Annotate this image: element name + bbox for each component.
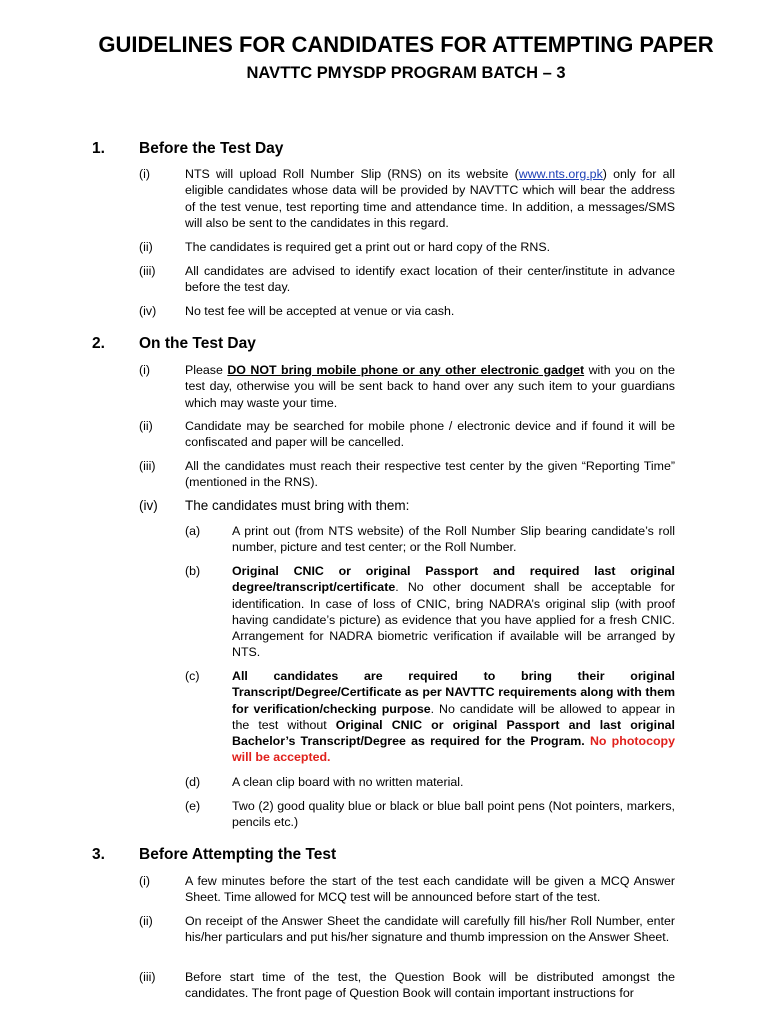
item-label: (i) — [139, 874, 151, 888]
item-label: (iv) — [139, 304, 157, 318]
gadget-warning: DO NOT bring mobile phone or any other electronic gadget — [227, 363, 585, 377]
item-label: (ii) — [139, 419, 153, 433]
item-label: (iv) — [139, 498, 158, 513]
item-label: (ii) — [139, 914, 153, 928]
item-label: (b) — [185, 564, 201, 578]
section-title: Before Attempting the Test — [139, 846, 337, 863]
item-label: (d) — [185, 775, 201, 789]
item-text: Before start time of the test, the Question Book will be distributed amongst the candidates. The front page of Question Book will contain important instructions for — [185, 970, 675, 1001]
section-number: 1. — [92, 140, 105, 157]
item-text: A print out (from NTS website) of the Roll Number Slip bearing candidate’s roll number, picture and test center; or the Roll Number. — [232, 524, 675, 555]
document-subtitle: NAVTTC PMYSDP PROGRAM BATCH – 3 — [246, 64, 566, 82]
item-label: (iii) — [139, 970, 156, 984]
item-label: (i) — [139, 167, 151, 181]
no-photocopy-warning: No photocopy will be accepted. — [232, 734, 676, 765]
item-text: Two (2) good quality blue or black or blue ball point pens (Not pointers, markers, pencils etc.) — [232, 799, 675, 830]
item-text: The candidates is required get a print out or hard copy of the RNS. — [185, 240, 551, 254]
item-text: All candidates are required to bring their original Transcript/Degree/Certificate as per NAVTTC requirements along with them for verification/checking purpose. No candidate will be allowed to appear in the test without Original CNIC or original Passport and last original Bachelor’s Transcript/Degree as required for the Program. No photocopy will be accepted. — [232, 669, 676, 765]
section-number: 2. — [92, 335, 105, 352]
document-title: GUIDELINES FOR CANDIDATES FOR ATTEMPTING PAPER — [98, 32, 714, 57]
section-number: 3. — [92, 846, 105, 863]
item-label: (iii) — [139, 459, 156, 473]
item-label: (iii) — [139, 264, 156, 278]
item-label: (a) — [185, 524, 201, 538]
item-text: All candidates are advised to identify exact location of their center/institute in advance before the test day. — [185, 264, 675, 295]
item-text: A few minutes before the start of the test each candidate will be given a MCQ Answer Sheet. Time allowed for MCQ test will be announced before start of the test. — [185, 874, 675, 905]
item-label: (c) — [185, 669, 200, 683]
item-text: NTS will upload Roll Number Slip (RNS) on its website (www.nts.org.pk) only for all eligible candidates whose data will be provided by NAVTTC which will bear the address of the test venue, test reporting time and attendance time. In addition, a messages/SMS will also be sent to the candidates in this regard. — [185, 167, 676, 230]
section-title: Before the Test Day — [139, 140, 284, 157]
item-label: (ii) — [139, 240, 153, 254]
item-text: On receipt of the Answer Sheet the candidate will carefully fill his/her Roll Number, enter his/her particulars and put his/her signature and thumb impression on the Answer Sheet. — [185, 914, 675, 945]
item-text: Please DO NOT bring mobile phone or any other electronic gadget with you on the test day, otherwise you will be sent back to hand over any such item to your guardians which may waste your time. — [185, 363, 675, 410]
item-text: All the candidates must reach their respective test center by the given “Reporting Time” (mentioned in the RNS). — [185, 459, 675, 490]
nts-website-link[interactable]: www.nts.org.pk — [518, 167, 603, 181]
item-text: No test fee will be accepted at venue or via cash. — [185, 304, 455, 318]
item-text: A clean clip board with no written material. — [232, 775, 464, 789]
item-text: The candidates must bring with them: — [185, 498, 410, 513]
item-text: Original CNIC or original Passport and required last original degree/transcript/certificate. No other document shall be acceptable for identification. In case of loss of CNIC, bring NADRA’s original slip (with proof having candidate’s picture) as evidence that you have applied for a fresh CNIC. Arrangement for NADRA biometric verification if available will be arranged by NTS. — [232, 564, 675, 660]
item-label: (i) — [139, 363, 151, 377]
item-text: Candidate may be searched for mobile phone / electronic device and if found it will be confiscated and paper will be cancelled. — [185, 419, 675, 450]
item-label: (e) — [185, 799, 201, 813]
section-title: On the Test Day — [139, 335, 256, 352]
